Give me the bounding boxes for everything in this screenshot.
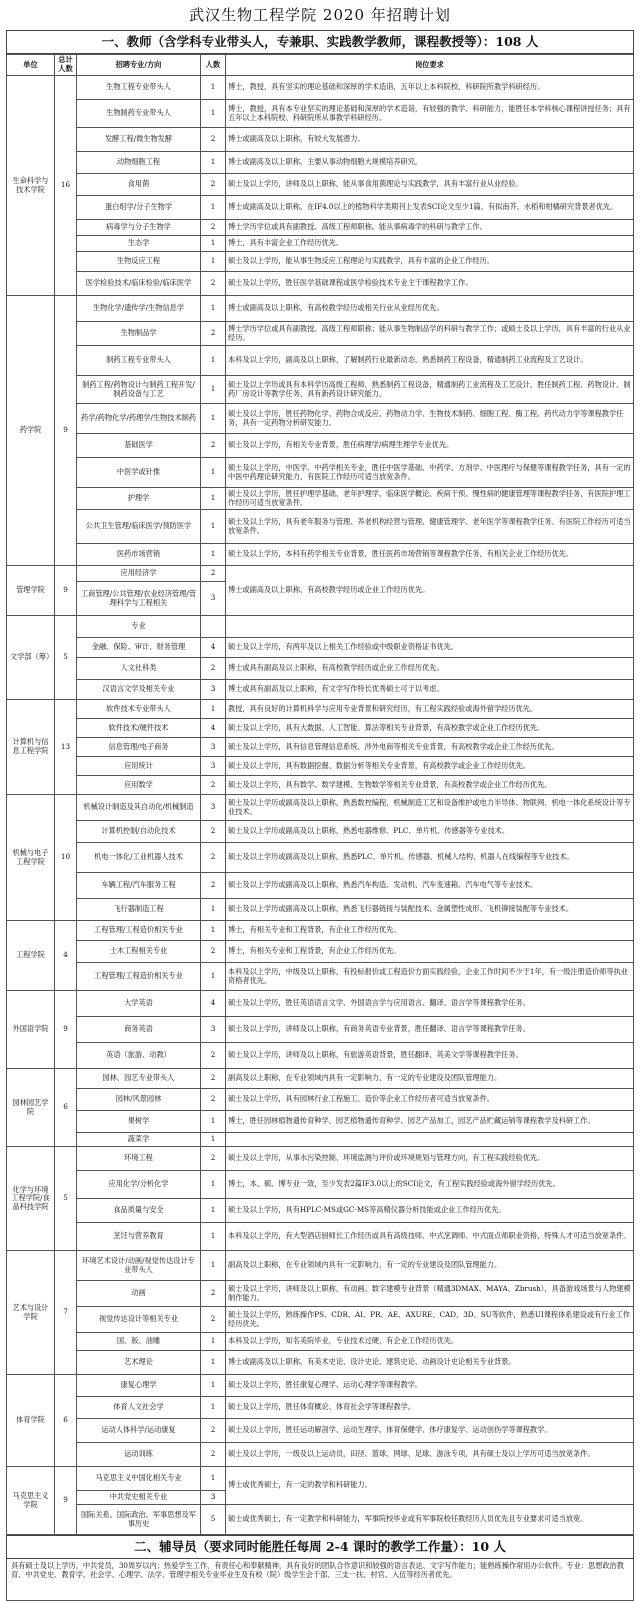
table-row	[7, 638, 634, 658]
count-cell: 3	[201, 795, 226, 821]
unit-total: 10	[55, 795, 77, 921]
count-cell: 1	[201, 1467, 226, 1491]
count-cell: 2	[201, 1069, 226, 1089]
major-cell: 生物制品学	[77, 322, 201, 346]
requirements-cell: 硕士及以上学历或副高及以上职称，熟悉数控编程，机械制造工艺和设备维护或电力半导体、物联网、机电一体化系统设计等专业技术。	[226, 795, 634, 821]
requirements-cell: 本科及以上学历，有大型酒店厨师长工作经历或具有高级技师、中式烹调师、中式面点师职业资格，特殊人才可适当放宽条件。	[226, 1223, 634, 1251]
requirements-cell	[226, 616, 634, 638]
section-teachers-title: 一、教师（含学科专业带头人，专兼职、实践教学教师，课程教授等）：108 人	[6, 30, 634, 54]
table-row	[7, 434, 634, 458]
table-row	[7, 1043, 634, 1069]
major-cell: 康复心理学	[77, 1375, 201, 1397]
major-cell: 园林、园艺专业带头人	[77, 1069, 201, 1089]
table-row	[7, 873, 634, 899]
requirements-cell: 硕士及以上学历或副高及以上职称，熟悉汽车构造、发动机、汽车变速箱、汽车电气等专业技术。	[226, 873, 634, 899]
major-cell: 环境工程	[77, 1147, 201, 1171]
count-cell: 1	[201, 252, 226, 272]
unit-name: 工程学院	[7, 921, 55, 991]
requirements-cell: 硕士及以上学历，具有老年服务与管理、养老机构经营与管理、健康管理学、老年医学等课程教学任务。有医院工作经历可适当放宽条件。	[226, 510, 634, 544]
major-cell: 园林/风景园林	[77, 1089, 201, 1111]
table-row	[7, 1017, 634, 1043]
count-cell: 2	[201, 272, 226, 296]
count-cell: 3	[201, 680, 226, 700]
count-cell: 3	[201, 1491, 226, 1505]
count-cell: 3	[201, 1017, 226, 1043]
table-row	[7, 700, 634, 719]
major-cell: 土木工程相关专业	[77, 941, 201, 963]
unit-total: 9	[55, 1467, 77, 1535]
requirements-cell: 博士，胜任园林植物遗传育种学、园艺植物遗传育种学、园艺产品加工、园艺产品贮藏运销等课程教学及科研工作。	[226, 1111, 634, 1133]
major-cell: 应用经济学	[77, 566, 201, 582]
unit-total: 9	[55, 296, 77, 566]
count-cell: 1	[201, 1333, 226, 1351]
requirements-cell: 硕士及以上学历，有相关专业背景，胜任病理学/病理生理学专业优先。	[226, 434, 634, 458]
requirements-cell: 博士学历学位或具有副教授、高级工程师职称，能从事病毒学的科研与教学工作。	[226, 220, 634, 236]
count-cell: 1	[201, 76, 226, 100]
table-row	[7, 1069, 634, 1089]
table-row	[7, 566, 634, 582]
table-row	[7, 1111, 634, 1133]
major-cell: 生物化学/遗传学/生物信息学	[77, 296, 201, 322]
page-title: 武汉生物工程学院 2020 年招聘计划	[189, 6, 451, 24]
requirements-cell: 硕士及以上学历，讲师及以上职称，有商务英语专业背景，胜任翻译、语言学等课程教学任务。	[226, 1017, 634, 1043]
table-row	[7, 488, 634, 510]
count-cell: 1	[201, 376, 226, 404]
count-cell: 3	[201, 757, 226, 776]
requirements-cell: 硕士及以上学历，胜任医学基础课程或医学检验技术专业主干课程教学工作。	[226, 272, 634, 296]
requirements-cell: 博士，具有丰富企业工作经历优先。	[226, 236, 634, 252]
header-major: 招聘专业/方向	[77, 55, 201, 76]
unit-name: 马克思主义学院	[7, 1467, 55, 1535]
major-cell: 工程管理/工程造价相关专业	[77, 963, 201, 991]
requirements-cell: 硕士及以上学历，具有信息管理信息系统、涉外电商等相关专业背景，有高校教学或企业工作经历优先。	[226, 738, 634, 757]
requirements-cell: 本科及以上学历，中级及以上职称，有投标报价或工程造价方面实践经验，企业工作时间不少于1年，有一级注册造价师等执业资格者优先。	[226, 963, 634, 991]
count-cell: 2	[201, 1089, 226, 1111]
count-cell: 2	[201, 174, 226, 196]
requirements-cell: 硕士及以上学历，具有大数据、人工智能、算法等相关专业背景，有高校教学或企业工作经历优先。	[226, 719, 634, 738]
major-cell: 发酵工程/微生物发酵	[77, 128, 201, 152]
count-cell: 1	[201, 921, 226, 941]
requirements-cell: 硕士及以上学历，讲师及以上职称，能从事食用菌理论与实践教学，具有丰富行业从业经验。	[226, 174, 634, 196]
requirements-cell: 硕士及以上学历，具有数据挖掘、数据分析等相关专业背景，有高校教学或企业工作经历优先。	[226, 757, 634, 776]
requirements-cell: 硕士及以上学历，胜任康复心理学、运动心理学等课程教学。	[226, 1375, 634, 1397]
major-cell: 工程管理/工程造价相关专业	[77, 921, 201, 941]
header-total: 总计人数	[55, 55, 77, 76]
table-body	[7, 76, 634, 1535]
requirements-cell: 博士或副高及以上职称，有高校教学经历或企业工作经历优先。	[226, 566, 634, 616]
unit-total: 7	[55, 1251, 77, 1375]
table-row	[7, 1351, 634, 1375]
count-cell: 3	[201, 738, 226, 757]
table-row	[7, 757, 634, 776]
major-cell: 马克思主义中国化相关专业	[77, 1467, 201, 1491]
requirements-cell: 博士或具有副高及以上职称，有文学写作特长优秀硕士可于以考虑。	[226, 680, 634, 700]
table-row	[7, 843, 634, 873]
recruitment-table	[6, 54, 634, 1535]
major-cell: 食品质量与安全	[77, 1199, 201, 1223]
requirements-cell: 硕士及以上学历，讲师及以上职称，有旅游英语背景，胜任翻译、英美文学等课程教学任务。	[226, 1043, 634, 1069]
table-row	[7, 1133, 634, 1147]
major-cell: 蛋白组学/分子生物学	[77, 196, 201, 220]
table-row	[7, 376, 634, 404]
count-cell: 1	[201, 1397, 226, 1419]
major-cell: 基础医学	[77, 434, 201, 458]
count-cell: 1	[201, 1199, 226, 1223]
table-header-row	[7, 55, 634, 76]
major-cell: 果树学	[77, 1111, 201, 1133]
requirements-cell: 硕士及以上学历或具有本科学历高级工程师，熟悉制药工程设备，精通制药工业流程及工艺设计，胜任制药工程、药物设计、制药厂房设计等教学任务，具有新药设计研究能力。	[226, 376, 634, 404]
count-cell: 1	[201, 152, 226, 174]
count-cell: 1	[201, 510, 226, 544]
table-row	[7, 296, 634, 322]
major-cell: 公共卫生管理/临床医学/预防医学	[77, 510, 201, 544]
page	[6, 0, 634, 1601]
table-row	[7, 963, 634, 991]
major-cell: 软件技术/硬件技术	[77, 719, 201, 738]
unit-total: 13	[55, 700, 77, 795]
unit-name: 生命科学与技术学院	[7, 76, 55, 296]
requirements-cell: 硕士及以上学历，本科有药学相关专业背景，胜任医药市场营销等课程教学任务，有相关企业工作经历优先。	[226, 544, 634, 566]
table-row	[7, 458, 634, 488]
counselor-requirements: 具有硕士及以上学历，中共党员，30周岁以内；热爱学生工作，有责任心和奉献精神，具有良好的团队合作意识和较强的语言表达、文字写作能力；能熟练操作常用办公软件。专业：思想政治教育、中共党史、教育学、社会学、心理学、法学、管理学相关专业毕业生及有校（院）级学生会干部、三支一扶、村官、入伍等经历者优先。	[6, 1559, 634, 1601]
count-cell: 2	[201, 1307, 226, 1333]
count-cell: 2	[201, 1281, 226, 1307]
count-cell: 2	[201, 128, 226, 152]
table-row	[7, 152, 634, 174]
table-row	[7, 1467, 634, 1491]
count-cell: 5	[201, 1505, 226, 1535]
table-row	[7, 941, 634, 963]
requirements-cell: 博士或具有副高及以上职称，有高校教学经历或企业工作经历优先。	[226, 658, 634, 680]
major-cell: 大学英语	[77, 991, 201, 1017]
major-cell: 机械设计制造及其自动化/机械制造	[77, 795, 201, 821]
count-cell: 1	[201, 1251, 226, 1281]
count-cell: 1	[201, 196, 226, 220]
requirements-cell: 博士或副高及以上职称，有较大发展潜力。	[226, 128, 634, 152]
count-cell: 2	[201, 1419, 226, 1443]
major-cell: 应用化学/分析化学	[77, 1171, 201, 1199]
table-row	[7, 899, 634, 921]
unit-name: 艺术与设计学院	[7, 1251, 55, 1375]
major-cell: 护理学	[77, 488, 201, 510]
table-row	[7, 174, 634, 196]
major-cell: 动物细胞工程	[77, 152, 201, 174]
major-cell: 中医学或针推	[77, 458, 201, 488]
table-row	[7, 544, 634, 566]
requirements-cell: 博士或优秀硕士，有一定的教学和科研能力。	[226, 1467, 634, 1505]
unit-total: 6	[55, 1069, 77, 1147]
count-cell: 2	[201, 1443, 226, 1467]
requirements-cell: 博士学历学位或具有副教授、高级工程师职称；能从事生物制品学的科研与教学工作；或硕士及以上学历，具有丰富的行业从业经历。	[226, 322, 634, 346]
unit-total: 9	[55, 991, 77, 1069]
header-unit: 单位	[7, 55, 55, 76]
table-row	[7, 1419, 634, 1443]
count-cell: 4	[201, 719, 226, 738]
unit-total: 5	[55, 1147, 77, 1251]
count-cell: 1	[201, 458, 226, 488]
count-cell: 2	[201, 873, 226, 899]
unit-total: 6	[55, 1375, 77, 1467]
table-row	[7, 128, 634, 152]
table-row	[7, 1443, 634, 1467]
requirements-cell: 硕士及以上学历，从事水污染控制、环境监测与评价或环境规划与管理方向，有工程实践经验优先。	[226, 1147, 634, 1171]
table-row	[7, 196, 634, 220]
requirements-cell: 硕士及以上学历，胜任英语语言文学、外国语言学与应用语言、翻译、语言学等课程教学任务。	[226, 991, 634, 1017]
requirements-cell: 博士，教授，具有坚实的理论基础和深厚的学术造诣，五年以上本科院校、科研院所教学科研经历。	[226, 76, 634, 100]
table-row	[7, 1171, 634, 1199]
requirements-cell: 硕士及以上学历，胜任运动解剖学、运动生理学、体育保健学、体疗康复学、运动创伤学等课程教学。	[226, 1419, 634, 1443]
requirements-cell: 副高及以上职称，在专业领域内具有一定影响力，有一定的专业建设及团队管理能力。	[226, 1069, 634, 1089]
count-cell: 1	[201, 1111, 226, 1133]
major-cell: 应用数学	[77, 776, 201, 795]
requirements-cell: 硕士及以上学历，具有园林行业工程施工、造价等企业工作经历者可适当放宽条件。	[226, 1089, 634, 1111]
major-cell: 人文社科类	[77, 658, 201, 680]
unit-name: 药学院	[7, 296, 55, 566]
count-cell: 1	[201, 404, 226, 434]
unit-total: 5	[55, 616, 77, 700]
table-row	[7, 776, 634, 795]
table-row	[7, 76, 634, 100]
table-row	[7, 795, 634, 821]
count-cell: 2	[201, 220, 226, 236]
requirements-cell: 硕士及以上学历，胜任体育概论、体育社会学等课程教学。	[226, 1397, 634, 1419]
count-cell: 2	[201, 776, 226, 795]
major-cell: 环境艺术设计/动画/视觉传达设计专业带头人	[77, 1251, 201, 1281]
table-row	[7, 1397, 634, 1419]
requirements-cell: 硕士及以上学历，中医学、中药学相关专业，胜任中医学基础、中药学、方剂学、中医理疗与保健等课程教学任务，具有一定的中医中药理论研究能力，有医院工作经历可适当放宽条件。	[226, 458, 634, 488]
unit-name: 计算机与信息工程学院	[7, 700, 55, 795]
requirements-cell: 硕士及以上学历，能从事生物反应工程理论与实践教学，具有丰富的企业工作经历。	[226, 252, 634, 272]
count-cell: 2	[201, 658, 226, 680]
requirements-cell: 硕士或优秀硕士，有一定教学和科研能力，军事院校毕业或有军事院校任教经历人员优先且专业要求可适当放宽。	[226, 1505, 634, 1535]
major-cell: 运动训练	[77, 1443, 201, 1467]
table-row	[7, 1199, 634, 1223]
requirements-cell: 博士，本、硕、博专业一致，至少发表2篇IF3.0以上的SCI论文，有工程实践经验或海外留学经历优先。	[226, 1171, 634, 1199]
major-cell: 生物制药专业带头人	[77, 100, 201, 128]
table-row	[7, 404, 634, 434]
major-cell: 专业	[77, 616, 201, 638]
table-row	[7, 236, 634, 252]
requirements-cell: 博士，有相关专业和工程背景，有企业工作经历优先。	[226, 921, 634, 941]
unit-name: 机械与电子工程学院	[7, 795, 55, 921]
major-cell: 生态学	[77, 236, 201, 252]
count-cell: 1	[201, 700, 226, 719]
table-row	[7, 616, 634, 638]
count-cell: 1	[201, 488, 226, 510]
unit-name: 文学部（筹）	[7, 616, 55, 700]
unit-name: 体育学院	[7, 1375, 55, 1467]
table-row	[7, 252, 634, 272]
count-cell: 1	[201, 346, 226, 376]
major-cell: 工商管理/公共管理/农业经济管理/管理科学与工程相关	[77, 582, 201, 616]
count-cell: 2	[201, 434, 226, 458]
count-cell: 1	[201, 1351, 226, 1375]
count-cell: 4	[201, 991, 226, 1017]
major-cell: 制药工程专业带头人	[77, 346, 201, 376]
table-row	[7, 991, 634, 1017]
count-cell: 2	[201, 1147, 226, 1171]
requirements-cell: 硕士及以上学历，具有HPLC-MS或GC-MS等高精仪器分析技能或企业工作经历优先。	[226, 1199, 634, 1223]
major-cell: 视觉传达设计等相关专业	[77, 1307, 201, 1333]
major-cell: 飞行器制造工程	[77, 899, 201, 921]
requirements-cell: 硕士及以上学历，胜任护理学基础、老年护理学、临床医学概论、疾病干预、慢性病的健康管理等课程教学任务，有医院护理工作经历可适当放宽条件。	[226, 488, 634, 510]
table-row	[7, 921, 634, 941]
requirements-cell: 博士或副高及以上职称，在IF4.0以上的植物科学类期刊上发表SCI论文至少1篇，有拟南芥、水稻和柑橘研究背景者优先。	[226, 196, 634, 220]
requirements-cell: 硕士及以上学历或副高及以上职称，熟悉电器维修、PLC、单片机、传感器等专业技术。	[226, 821, 634, 843]
table-row	[7, 658, 634, 680]
table-row	[7, 719, 634, 738]
requirements-cell: 博士或副高及以上职称，有美术史论、设计史论、建筑史论、动画设计史论相关专业背景。	[226, 1351, 634, 1375]
major-cell: 商务英语	[77, 1017, 201, 1043]
count-cell: 1	[201, 544, 226, 566]
unit-total: 4	[55, 921, 77, 991]
requirements-cell: 硕士及以上学历或副高及以上职称，熟悉飞行器链接与装配技术、金属塑性成形、飞机铆接装配等专业技术。	[226, 899, 634, 921]
requirements-cell: 博士，有相关专业和工程背景，有企业工作经历优先。	[226, 941, 634, 963]
count-cell: 1	[201, 296, 226, 322]
requirements-cell: 本科及以上学历，知名美院毕业，专业技术过硬，有企业工作经历优先。	[226, 1333, 634, 1351]
major-cell: 中共党史相关专业	[77, 1491, 201, 1505]
requirements-cell: 博士或副高及以上职称，有高校教学经历或相关行业从业经历优先。	[226, 296, 634, 322]
table-row	[7, 1223, 634, 1251]
count-cell: 2	[201, 821, 226, 843]
requirements-cell: 硕士及以上学历，一级及以上运动员，田径、篮球、网球、足球、游泳专项，具有硕士及以上学历可适当放宽条件。	[226, 1443, 634, 1467]
table-row	[7, 100, 634, 128]
table-row	[7, 510, 634, 544]
major-cell: 药学/药物化学/药理学/生物技术制药	[77, 404, 201, 434]
major-cell: 机电一体化/工业机器人技术	[77, 843, 201, 873]
count-cell: 1	[201, 963, 226, 991]
major-cell: 制药工程/药物设计与制药工程开发/制药设备与工艺	[77, 376, 201, 404]
unit-name: 化学与环境工程学院/食品科技学院	[7, 1147, 55, 1251]
count-cell: 3	[201, 582, 226, 616]
table-row	[7, 738, 634, 757]
table-row	[7, 821, 634, 843]
table-row	[7, 1089, 634, 1111]
requirements-cell: 本科及以上学历，副高及以上职称，了解制药行业最新动态，熟悉制药工程设备，精通制药工业流程及工艺设计。	[226, 346, 634, 376]
requirements-cell	[226, 1133, 634, 1147]
count-cell: 2	[201, 566, 226, 582]
major-cell: 车辆工程/汽车服务工程	[77, 873, 201, 899]
count-cell: 1	[201, 100, 226, 128]
major-cell: 病毒学与分子生物学	[77, 220, 201, 236]
table-row	[7, 220, 634, 236]
count-cell: 2	[201, 843, 226, 873]
major-cell: 软件技术专业带头人	[77, 700, 201, 719]
major-cell: 生物工程专业带头人	[77, 76, 201, 100]
major-cell: 动画	[77, 1281, 201, 1307]
table-row	[7, 272, 634, 296]
major-cell: 医药市场营销	[77, 544, 201, 566]
major-cell: 汉语言文学及相关专业	[77, 680, 201, 700]
requirements-cell: 副高及以上职称，在专业领域内具有一定影响力，有一定的专业建设及团队管理能力。	[226, 1251, 634, 1281]
table-row	[7, 322, 634, 346]
unit-name: 园林园艺学院	[7, 1069, 55, 1147]
requirements-cell: 硕士及以上学历，讲师及以上职称，有动画、数字建模专业背景（精通3DMAX、MAYA、Zbrush），具备游戏场景与人物建模制作能力。	[226, 1281, 634, 1307]
unit-name: 外国语学院	[7, 991, 55, 1069]
table-row	[7, 1307, 634, 1333]
count-cell: 1	[201, 899, 226, 921]
count-cell: 4	[201, 638, 226, 658]
count-cell: 1	[201, 236, 226, 252]
requirements-cell: 博士或副高及以上职称，主要从事动物细胞大规模培养研究。	[226, 152, 634, 174]
major-cell: 生物反应工程	[77, 252, 201, 272]
major-cell: 英语（旅游、动教）	[77, 1043, 201, 1069]
unit-total: 16	[55, 76, 77, 296]
requirements-cell: 硕士及以上学历，熟练操作PS、CDR、AI、PR、AE、AXURE、CAD、3D、SU等软件，熟悉UI课程体系建设或有行业工作经历优先。	[226, 1307, 634, 1333]
table-row	[7, 346, 634, 376]
major-cell: 烹饪与营养教育	[77, 1223, 201, 1251]
major-cell: 国际关系、国际政治、军事思想及军事历史	[77, 1505, 201, 1535]
table-row	[7, 1333, 634, 1351]
count-cell: 1	[201, 1375, 226, 1397]
major-cell: 体育人文社会学	[77, 1397, 201, 1419]
requirements-cell: 硕士及以上学历，具有数学、数学建模、生物数学等相关专业背景，有高校教学或企业工作经历优先。	[226, 776, 634, 795]
major-cell: 信息管理/电子商务	[77, 738, 201, 757]
major-cell: 食用菌	[77, 174, 201, 196]
table-row	[7, 1281, 634, 1307]
table-row	[7, 1375, 634, 1397]
table-row	[7, 1251, 634, 1281]
major-cell: 医学检验技术/临床检验/临床医学	[77, 272, 201, 296]
requirements-cell: 教授，具有良好的计算机科学与应用专业背景和研究经历，有工程实践经验或海外留学经历优先。	[226, 700, 634, 719]
unit-total: 9	[55, 566, 77, 616]
requirements-cell: 硕士及以上学历，胜任药物化学、药物合成反应、药物动力学、生物技术制药、细胞工程、酶工程、药代动力学等课程教学任务，具有一定药物分析研发能力。	[226, 404, 634, 434]
count-cell: 2	[201, 941, 226, 963]
count-cell	[201, 616, 226, 638]
table-row	[7, 680, 634, 700]
major-cell: 艺术理论	[77, 1351, 201, 1375]
major-cell: 计算机控制/自动化技术	[77, 821, 201, 843]
unit-name: 管理学院	[7, 566, 55, 616]
table-row	[7, 1505, 634, 1535]
requirements-cell: 博士，教授，具有本专业坚实的理论基础和深厚的学术造诣，有较强的教学、科研能力，能胜任本学科核心课程讲授任务；具有五年以上本科院校、科研院所从事教学科研经历。	[226, 100, 634, 128]
header-count: 人数	[201, 55, 226, 76]
count-cell: 1	[201, 1171, 226, 1199]
major-cell: 国、版、油雕	[77, 1333, 201, 1351]
header-requirements: 岗位要求	[226, 55, 634, 76]
section-counselors-title: 二、辅导员（要求同时能胜任每周 2-4 课时的教学工作量）：10 人	[6, 1535, 634, 1559]
major-cell: 金融、保险、审计、财务管理	[77, 638, 201, 658]
major-cell: 蔬菜学	[77, 1133, 201, 1147]
count-cell: 2	[201, 1043, 226, 1069]
count-cell: 1	[201, 1223, 226, 1251]
count-cell: 2	[201, 322, 226, 346]
requirements-cell: 硕士及以上学历，有两年及以上相关工作经验或中级职业资格证书优先。	[226, 638, 634, 658]
major-cell: 应用统计	[77, 757, 201, 776]
count-cell: 1	[201, 1133, 226, 1147]
table-row	[7, 1147, 634, 1171]
major-cell: 运动人体科学/运动康复	[77, 1419, 201, 1443]
requirements-cell: 硕士及以上学历或副高及以上职称，熟悉PLC、单片机、传感器、机械人结构、机器人在线编程等专业技术。	[226, 843, 634, 873]
